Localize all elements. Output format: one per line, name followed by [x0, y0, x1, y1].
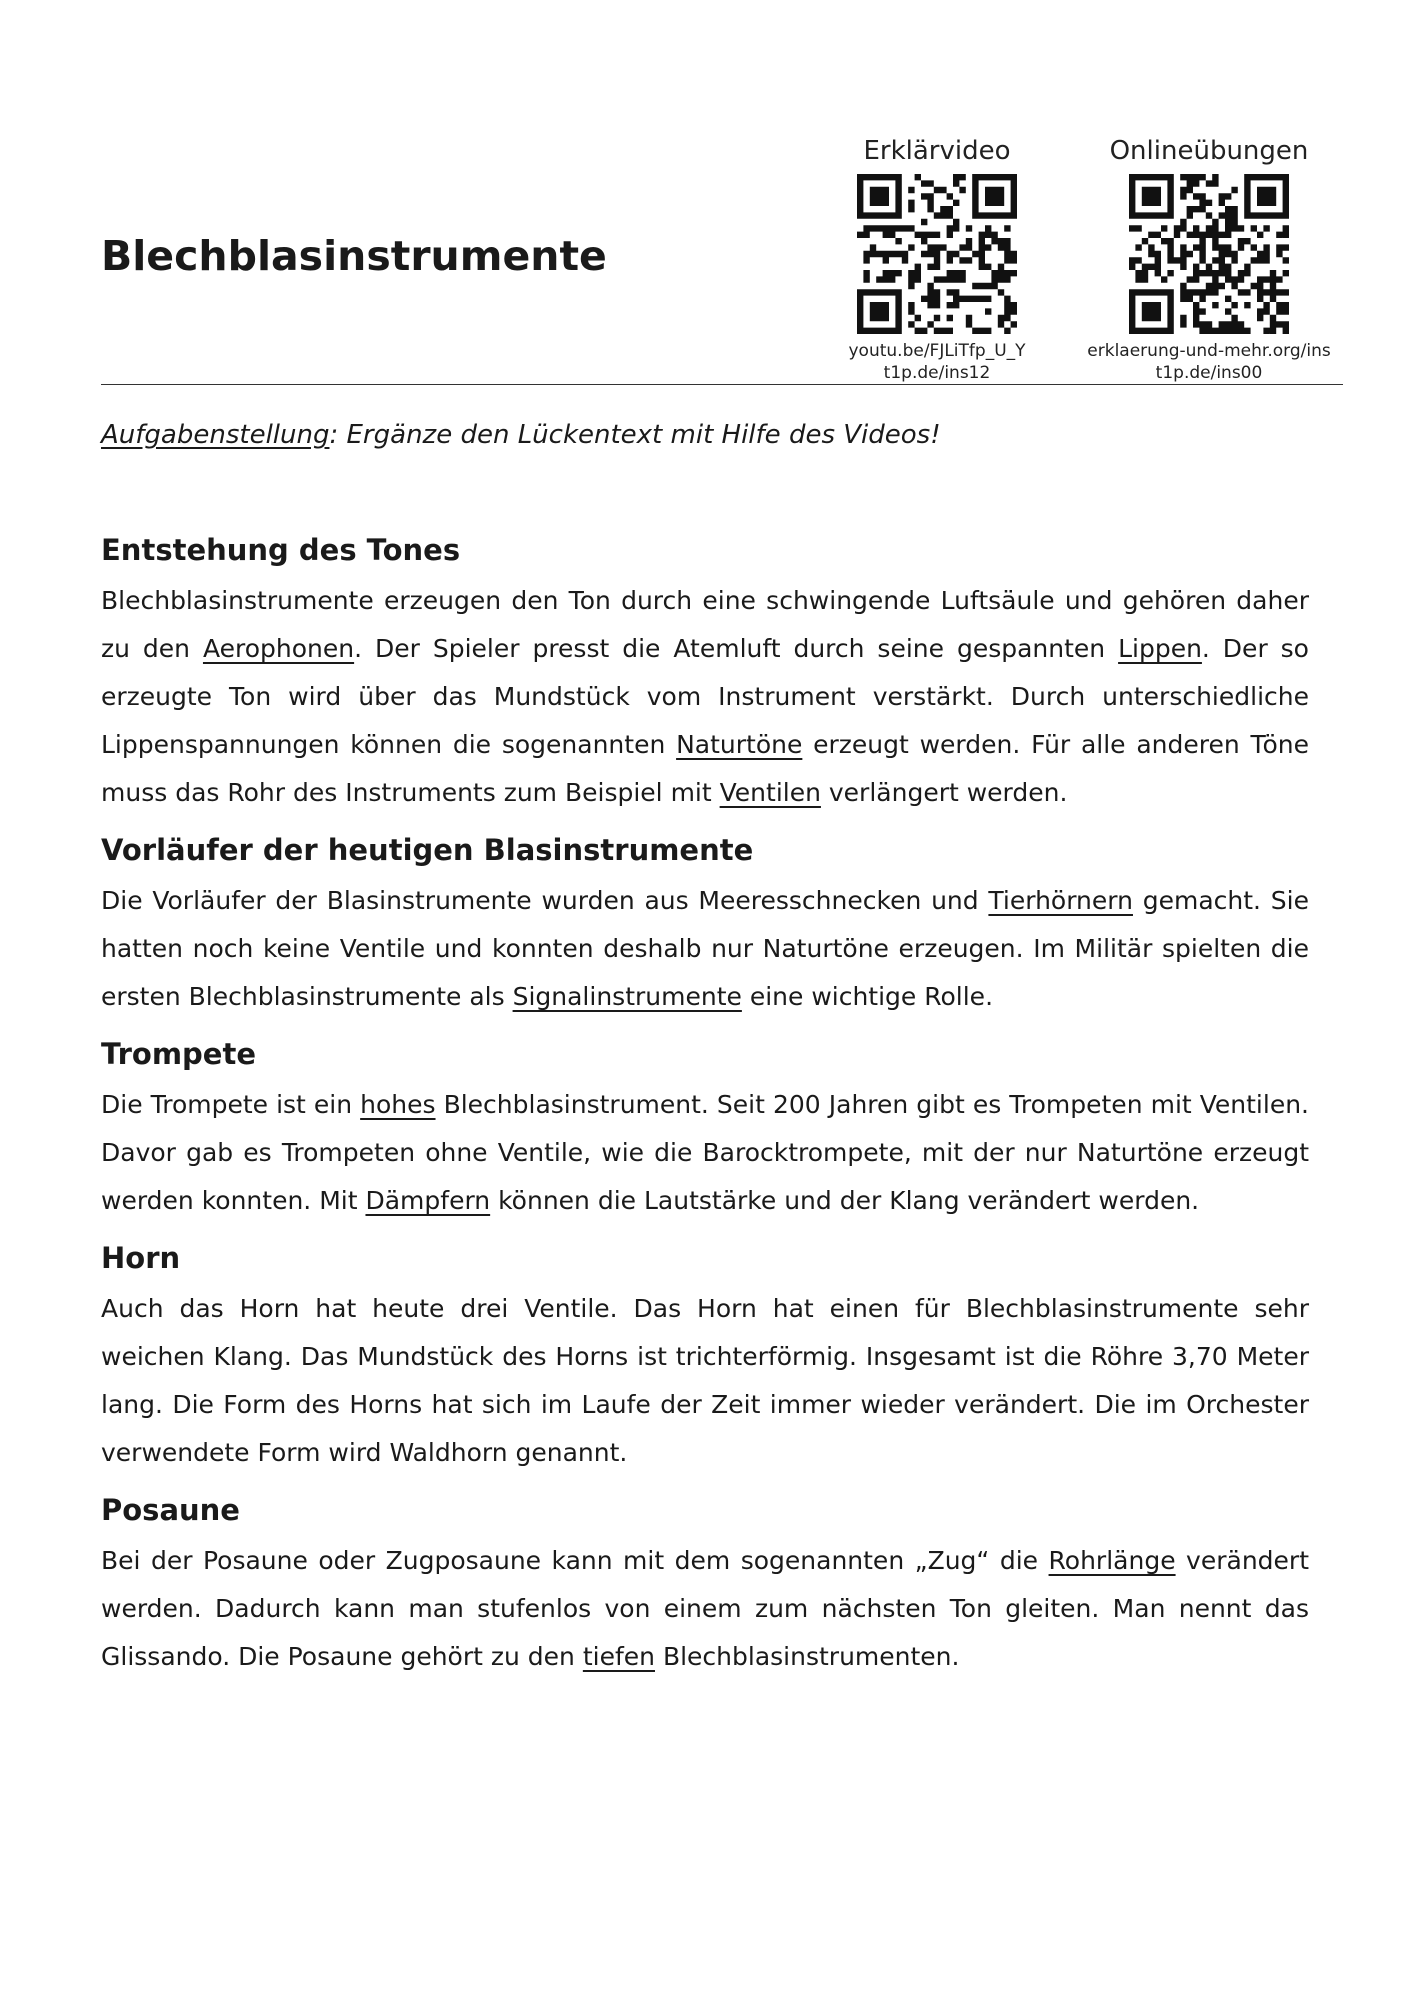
qr-code-exercises-icon[interactable] [1129, 174, 1289, 334]
task-text: : Ergänze den Lückentext mit Hilfe des Videos! [329, 420, 941, 450]
page-title: Blechblasinstrumente [101, 232, 607, 280]
qr-block-exercises [1074, 136, 1344, 384]
section [101, 527, 1309, 817]
paragraph-text: erzeugt werden. Für alle anderen Töne muss das Rohr des Instruments zum Beispiel mit [101, 730, 1310, 807]
gap-answer[interactable]: tiefen [582, 1642, 655, 1671]
task-label: Aufgabenstellung [101, 420, 330, 450]
qr-code-video-icon[interactable] [857, 174, 1017, 334]
section-heading: Horn [101, 1241, 181, 1275]
section-paragraph [101, 1537, 1309, 1681]
paragraph-text: Blechblasinstrument. Seit 200 Jahren gibt es Trompeten mit Ventilen. Davor gab es Trompeten ohne Ventile, wie die Barocktrompete, mit der nur Naturtöne erzeugt werden konnten. Mit [101, 1090, 1309, 1215]
paragraph-text: Die Vorläufer der Blasinstrumente wurden aus Meeresschnecken und [101, 886, 989, 915]
gap-answer[interactable]: hohes [360, 1090, 436, 1119]
section-paragraph [101, 1285, 1309, 1477]
gap-answer[interactable]: Ventilen [719, 778, 821, 807]
section-paragraph [101, 1081, 1309, 1225]
section-heading: Entstehung des Tones [101, 533, 461, 567]
qr-url-video-2[interactable]: t1p.de/ins12 [883, 363, 991, 383]
section-paragraph [101, 577, 1309, 817]
gap-answer[interactable]: Rohrlänge [1048, 1546, 1176, 1575]
paragraph-text: verlängert werden. [820, 778, 1068, 807]
paragraph-text: Blechblasinstrumenten. [655, 1642, 960, 1671]
gap-answer[interactable]: Signalinstrumente [512, 982, 742, 1011]
section-heading: Trompete [101, 1037, 256, 1071]
paragraph-text: Auch das Horn hat heute drei Ventile. Das Horn hat einen für Blechblasinstrumente sehr weichen Klang. Das Mundstück des Horns ist trichterförmig. Insgesamt ist die Röhre 3,70 Meter lang. Die Form des Horns hat sich im Laufe der Zeit immer wieder verändert. Die im Orchester verwendete Form wird Waldhorn genannt. [101, 1294, 1309, 1467]
paragraph-text: . Der so erzeugte Ton wird über das Mundstück vom Instrument verstärkt. Durch unterschiedliche Lippenspannungen können die sogenannten [101, 634, 1309, 759]
paragraph-text: Blechblasinstrumente erzeugen den Ton durch eine schwingende Luftsäule und gehören daher zu den [101, 586, 1309, 663]
gap-answer[interactable]: Naturtöne [676, 730, 803, 759]
qr-block-video [832, 136, 1042, 384]
paragraph-text: . Der Spieler presst die Atemluft durch seine gespannten [354, 634, 1119, 663]
gap-answer[interactable]: Lippen [1118, 634, 1202, 663]
gap-answer[interactable]: Tierhörnern [988, 886, 1133, 915]
task-instruction [101, 420, 941, 450]
paragraph-text: können die Lautstärke und der Klang verändert werden. [490, 1186, 1200, 1215]
qr-url-video-1[interactable]: youtu.be/FJLiTfp_U_Y [848, 341, 1026, 361]
section [101, 1031, 1309, 1225]
paragraph-text: Bei der Posaune oder Zugposaune kann mit dem sogenannten „Zug“ die [101, 1546, 1049, 1575]
paragraph-text: eine wichtige Rolle. [741, 982, 994, 1011]
qr-label-exercises: Onlineübungen [1109, 136, 1309, 166]
section-paragraph [101, 877, 1309, 1021]
section-heading: Posaune [101, 1493, 240, 1527]
qr-url-exercises-2[interactable]: t1p.de/ins00 [1155, 363, 1263, 383]
worksheet-body [101, 527, 1309, 1691]
paragraph-text: gemacht. Sie hatten noch keine Ventile und konnten deshalb nur Naturtöne erzeugen. Im Militär spielten die ersten Blechblasinstrumente als [101, 886, 1309, 1011]
header-divider [101, 384, 1343, 385]
section [101, 1487, 1309, 1681]
qr-url-exercises-1[interactable]: erklaerung-und-mehr.org/ins [1087, 341, 1331, 361]
section [101, 1235, 1309, 1477]
paragraph-text: Die Trompete ist ein [101, 1090, 361, 1119]
section-heading: Vorläufer der heutigen Blasinstrumente [101, 833, 754, 867]
paragraph-text: verändert werden. Dadurch kann man stufenlos von einem zum nächsten Ton gleiten. Man nennt das Glissando. Die Posaune gehört zu den [101, 1546, 1310, 1671]
gap-answer[interactable]: Dämpfern [365, 1186, 491, 1215]
gap-answer[interactable]: Aerophonen [202, 634, 355, 663]
qr-label-video: Erklärvideo [863, 136, 1011, 166]
section [101, 827, 1309, 1021]
